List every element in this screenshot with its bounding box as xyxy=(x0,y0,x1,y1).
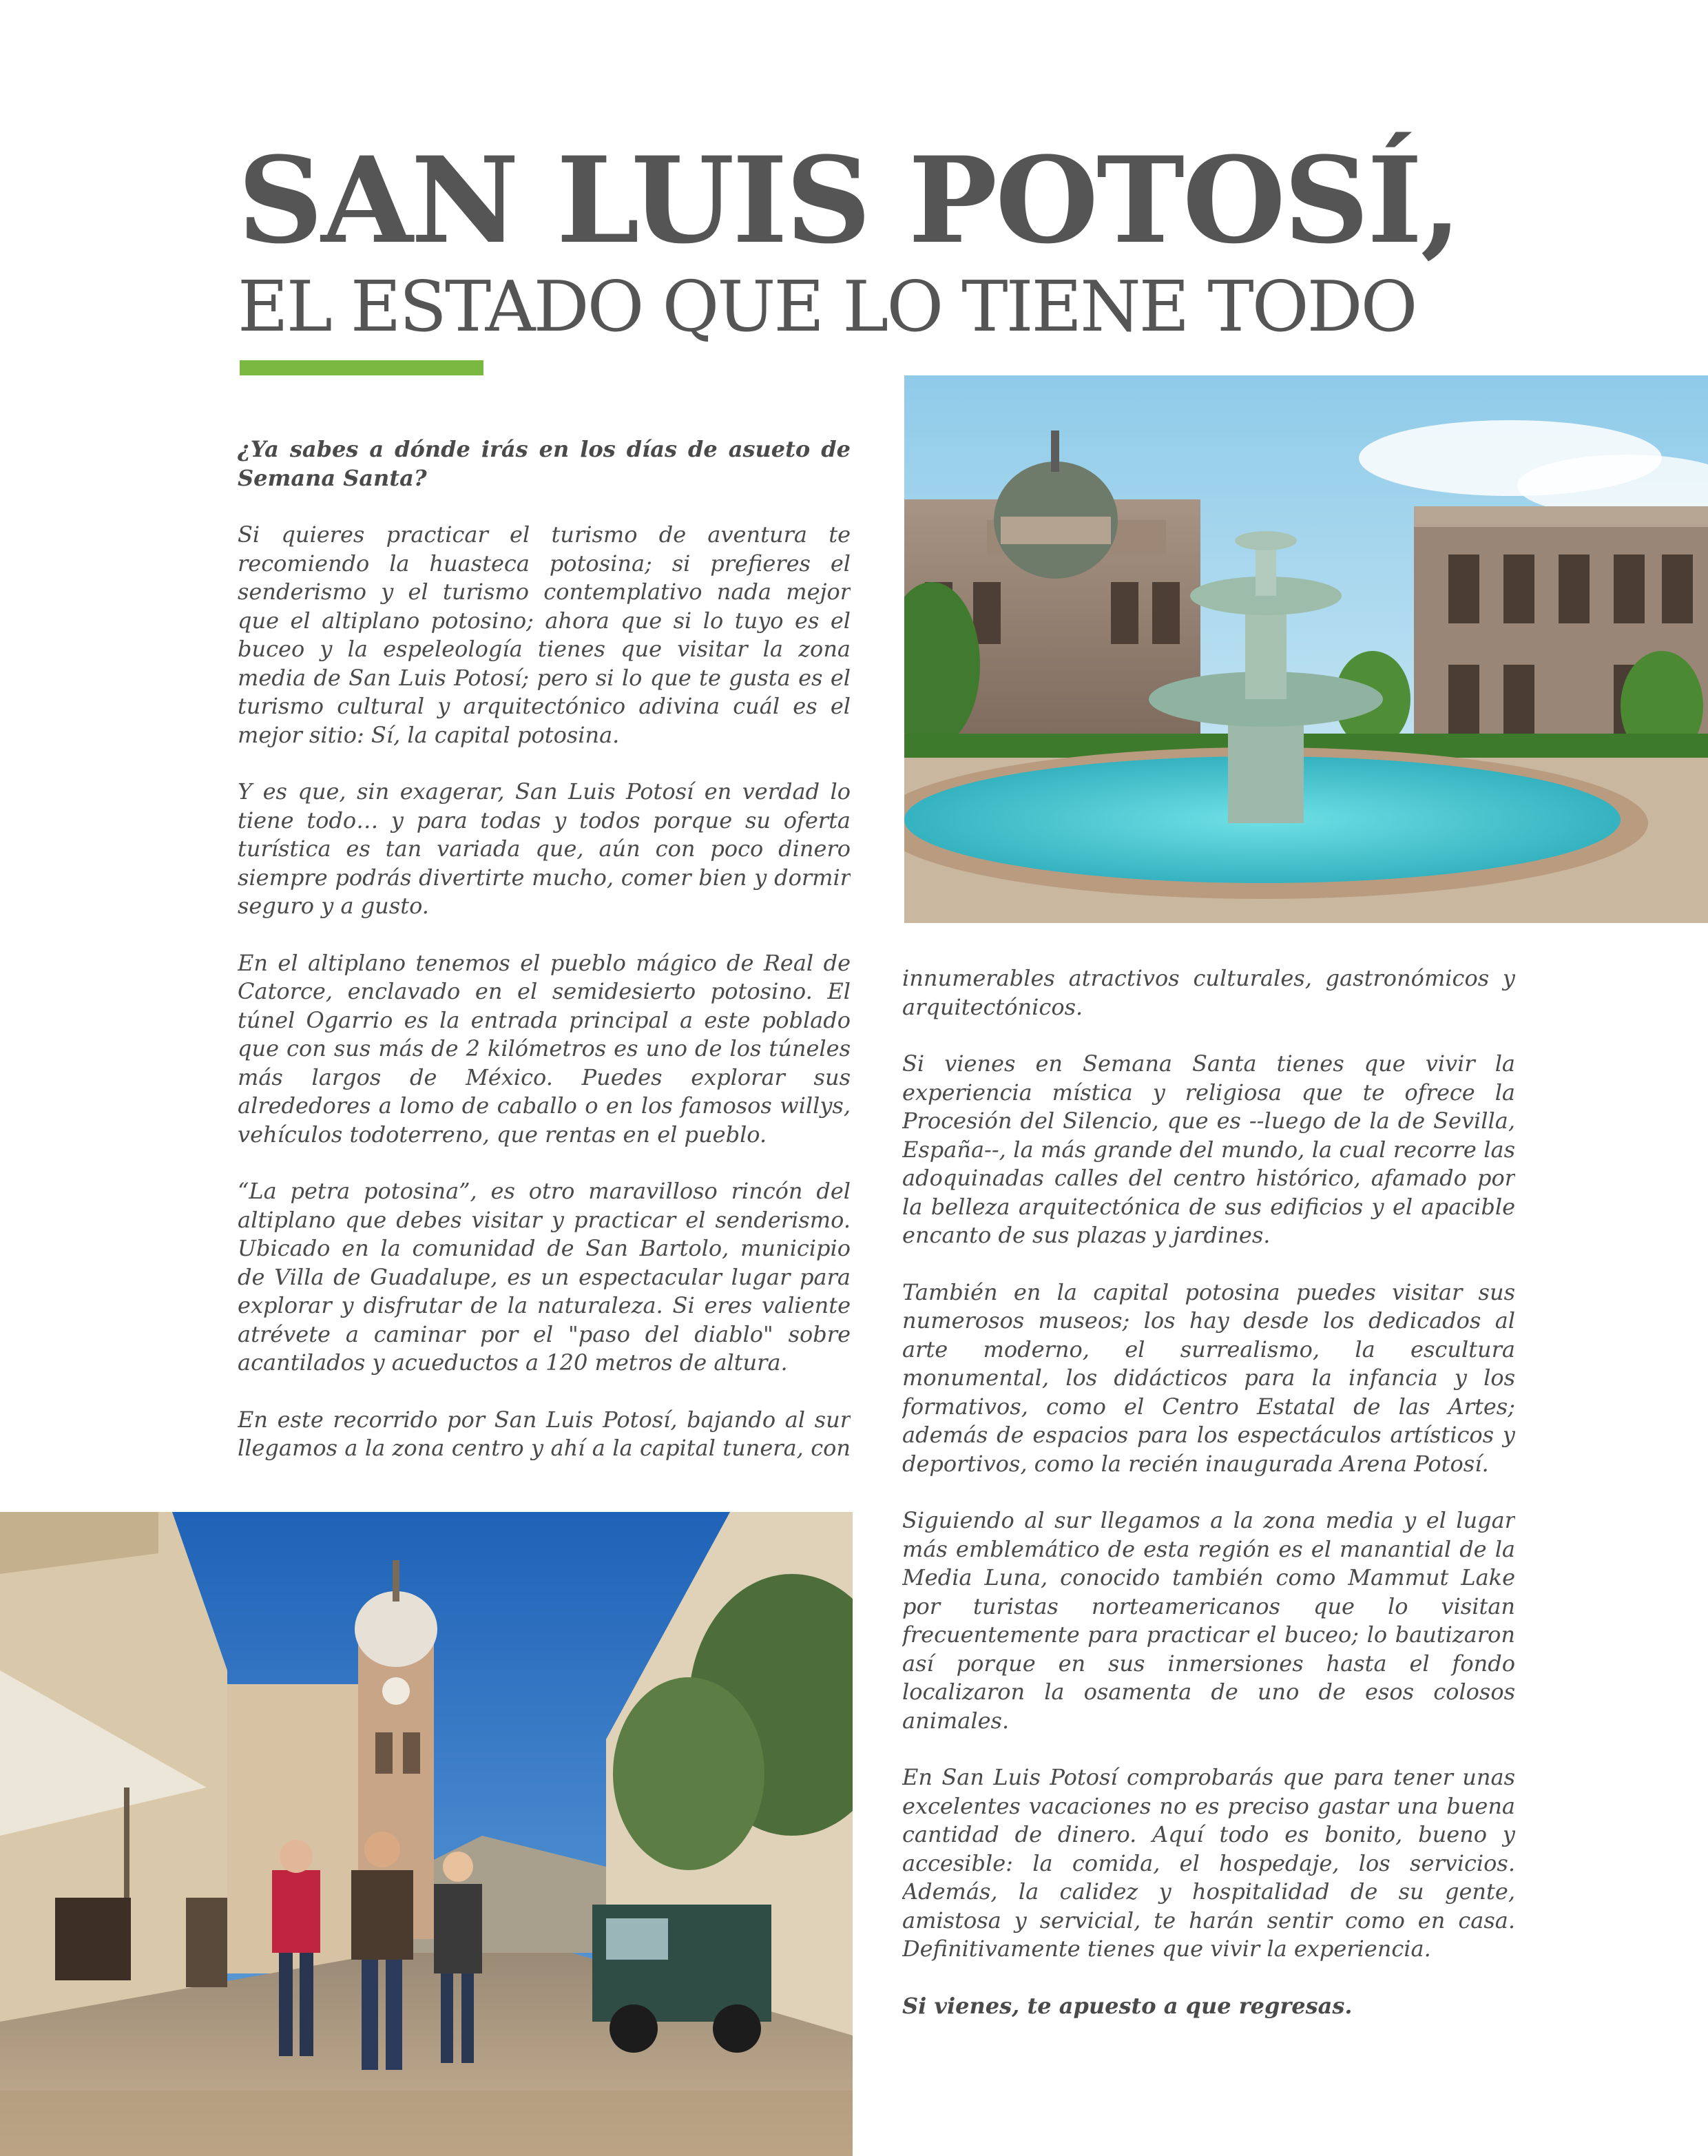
article-column-left xyxy=(238,435,851,1482)
paragraph: “La petra potosina”, es otro maravilloso rincón del altiplano que debes visitar y practicar el senderismo. Ubicado en la comunidad de San Bartolo, municipio de Villa de Guadalupe, es un espectacular lugar para explorar y disfrutar de la naturaleza. Si eres valiente atrévete a caminar por el "paso del diablo" sobre acantilados y acueductos a 120 metros de altura. xyxy=(238,1178,851,1376)
paragraph: En este recorrido por San Luis Potosí, bajando al sur llegamos a la zona centro y ahí a la capital tunera, con xyxy=(238,1406,851,1461)
paragraph: innumerables atractivos culturales, gastronómicos y arquitectónicos. xyxy=(902,965,1515,1020)
cobblestone-street-photo xyxy=(0,1512,853,2156)
article-subtitle: EL ESTADO QUE LO TIENE TODO xyxy=(238,266,1416,347)
intro-question: ¿Ya sabes a dónde irás en los días de asueto de Semana Santa? xyxy=(238,436,851,491)
article-column-right xyxy=(902,964,1515,2025)
paragraph: Si vienes en Semana Santa tienes que vivir la experiencia mística y religiosa que te ofrece la Procesión del Silencio, que es --luego de la de Sevilla, España--, la más grande del mundo, la cual recorre las adoquinadas calles del centro histórico, afamado por la belleza arquitectónica de sus edificios y el apacible encanto de sus plazas y jardines. xyxy=(902,1050,1515,1248)
closing-line: Si vienes, te apuesto a que regresas. xyxy=(902,1992,1353,2019)
paragraph: Y es que, sin exagerar, San Luis Potosí en verdad lo tiene todo… y para todas y todos porque su oferta turística es tan variada que, aún con poco dinero siempre podrás divertirte mucho, comer bien y dormir seguro y a gusto. xyxy=(238,778,851,919)
plaza-fountain-photo xyxy=(904,375,1708,923)
paragraph: Si quieres practicar el turismo de aventura te recomiendo la huasteca potosina; si prefieres el senderismo y el turismo contemplativo nada mejor que el altiplano potosino; ahora que si lo tuyo es el buceo y la espeleología tienes que visitar la zona media de San Luis Potosí; pero si lo que te gusta es el turismo cultural y arquitectónico adivina cuál es el mejor sitio: Sí, la capital potosina. xyxy=(238,521,851,748)
article-title: SAN LUIS POTOSÍ, xyxy=(238,130,1460,270)
title-underline xyxy=(240,360,483,375)
paragraph: En el altiplano tenemos el pueblo mágico de Real de Catorce, enclavado en el semidesierto potosino. El túnel Ogarrio es la entrada principal a este poblado que con sus más de 2 kilómetros es uno de los túneles más largos de México. Puedes explorar sus alrededores a lomo de caballo o en los famosos willys, vehículos todoterreno, que rentas en el pueblo. xyxy=(238,949,851,1148)
paragraph: En San Luis Potosí comprobarás que para tener unas excelentes vacaciones no es preciso gastar una buena cantidad de dinero. Aquí todo es bonito, bueno y accesible: la comida, el hospedaje, los servicios. Además, la calidez y hospitalidad de su gente, amistosa y servicial, te harán sentir como en casa. Definitivamente tienes que vivir la experiencia. xyxy=(902,1764,1515,1962)
paragraph: Siguiendo al sur llegamos a la zona media y el lugar más emblemático de esta región es el manantial de la Media Luna, conocido también como Mammut Lake por turistas norteamericanos que lo visitan frecuentemente para practicar el buceo; lo bautizaron así porque en sus inmersiones hasta el fondo localizaron la osamenta de uno de esos colosos animales. xyxy=(902,1507,1515,1734)
paragraph: También en la capital potosina puedes visitar sus numerosos museos; los hay desde los dedicados al arte moderno, el surrealismo, la escultura monumental, los didácticos para la infancia y los formativos, como el Centro Estatal de las Artes; además de espacios para los espectáculos artísticos y deportivos, como la recién inaugurada Arena Potosí. xyxy=(902,1278,1515,1477)
